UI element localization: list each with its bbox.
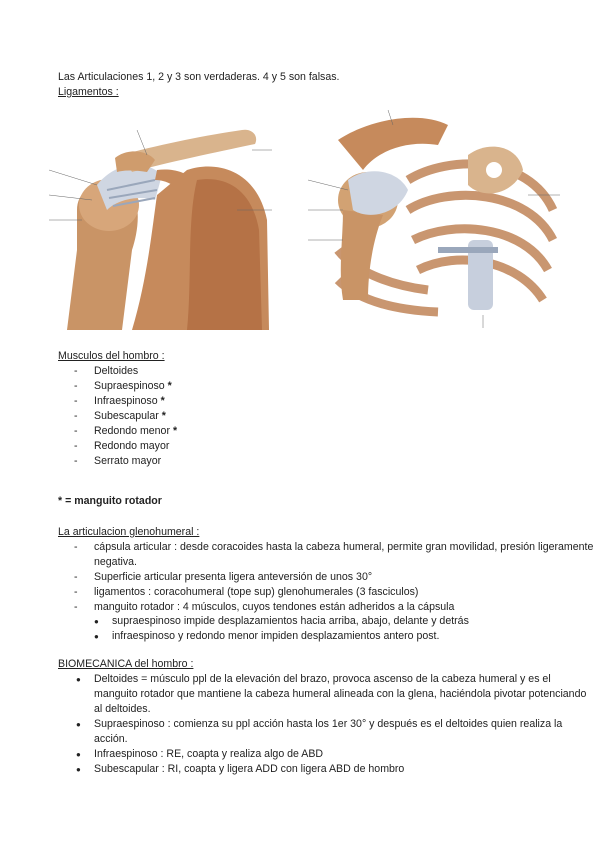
list-item: ● Subescapular : RI, coapta y ligera ADD con ligera ABD de hombro [74,762,594,777]
list-item: ● infraespinoso y redondo menor impiden desplazamientos antero post. [94,629,600,644]
rotator-cuff-legend: * = manguito rotador [58,495,162,507]
list-item: - cápsula articular : desde coracoides hasta la cabeza humeral, permite gran movilidad, presión ligeramente negativa. [74,540,594,570]
list-item: - Deltoides [74,364,594,379]
list-item: - manguito rotador : 4 músculos, cuyos tendones están adheridos a la cápsula [74,600,594,615]
thorax-shoulder-figure [298,100,566,330]
list-item: ● Supraespinoso : comienza su ppl acción hasta los 1er 30° y después es el deltoides quien realiza la acción. [74,717,594,747]
list-item: - Infraespinoso * [74,394,594,409]
glenohumeral-list [58,540,594,615]
list-item: - ligamentos : coracohumeral (tope sup) glenohumerales (3 fasciculos) [74,585,594,600]
biomecanica-heading: BIOMECANICA del hombro : [58,658,194,670]
biomecanica-list [58,672,594,777]
list-item: ● supraespinoso impide desplazamientos hacia arriba, abajo, delante y detrás [94,614,600,629]
list-item: ● Infraespinoso : RE, coapta y realiza algo de ABD [74,747,594,762]
intro-text: Las Articulaciones 1, 2 y 3 son verdaderas. 4 y 5 son falsas. [58,71,340,83]
list-item: - Redondo mayor [74,439,594,454]
musculos-heading: Musculos del hombro : [58,350,165,362]
shoulder-anterior-figure [37,100,285,330]
list-item: - Subescapular * [74,409,594,424]
glenohumeral-sublist [58,614,600,644]
ligamentos-heading: Ligamentos : [58,86,119,98]
list-item: - Superficie articular presenta ligera anteversión de unos 30° [74,570,594,585]
list-item: - Supraespinoso * [74,379,594,394]
list-item: - Redondo menor * [74,424,594,439]
list-item: ● Deltoides = músculo ppl de la elevación del brazo, provoca ascenso de la cabeza humeral y es el manguito rotador que mantiene la cabeza humeral alineada con la glena, haciéndola pivotar potenciando al deltoides. [74,672,594,717]
glenohumeral-heading: La articulacion glenohumeral : [58,526,200,538]
musculos-list [58,364,594,469]
list-item: - Serrato mayor [74,454,594,469]
